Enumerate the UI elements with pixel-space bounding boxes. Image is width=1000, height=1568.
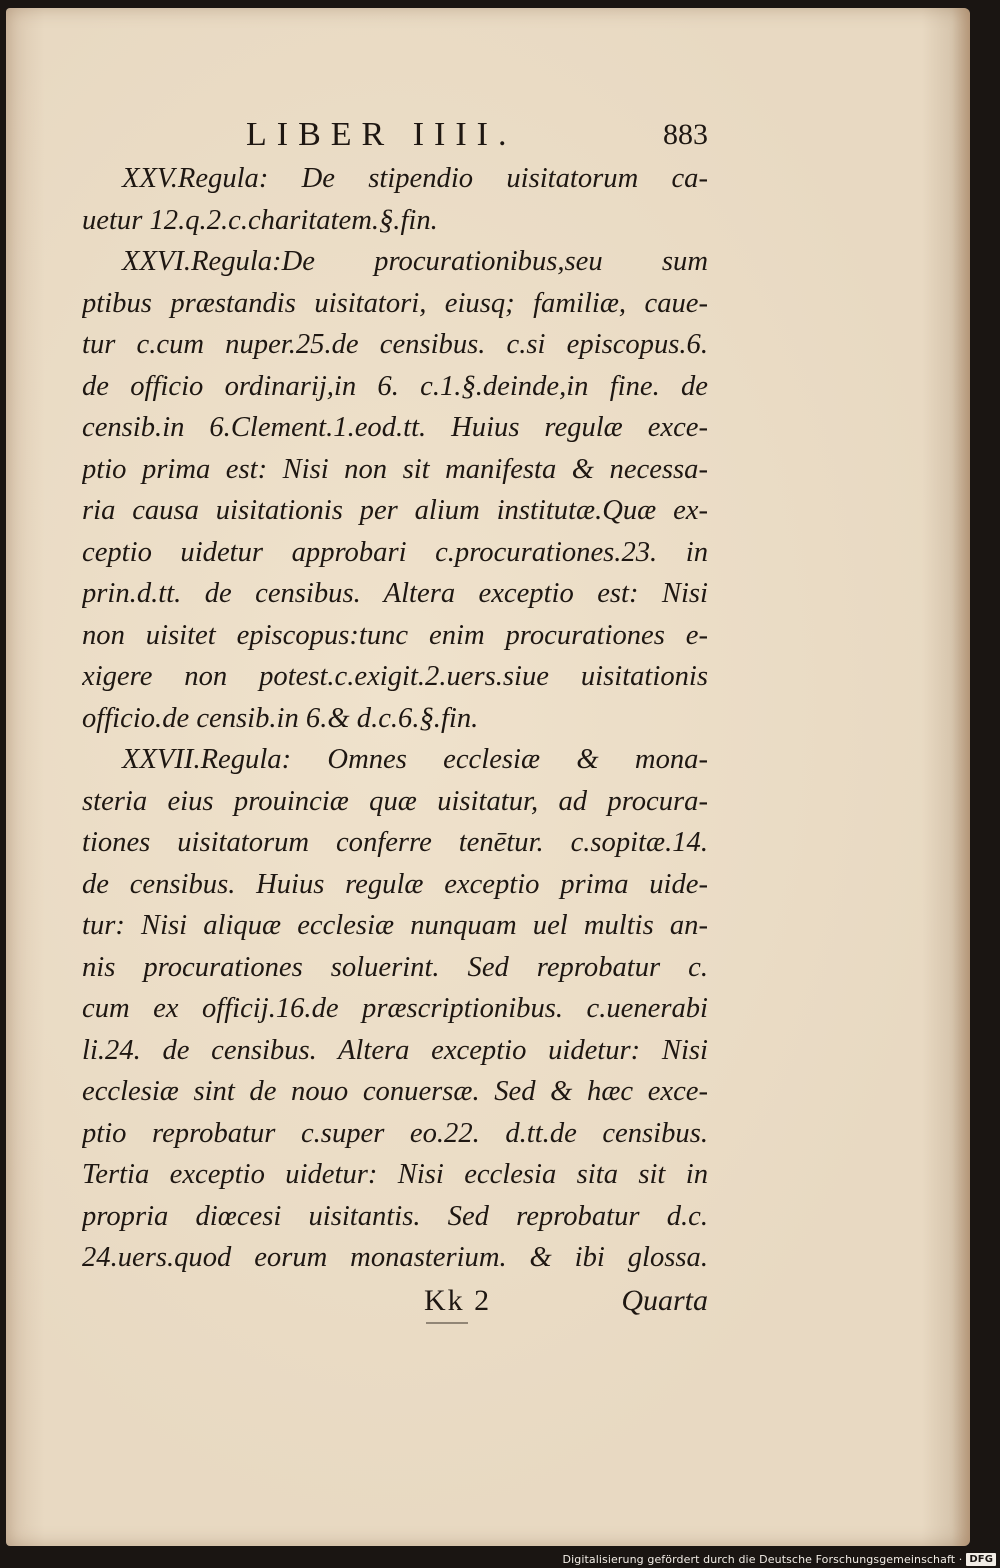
catchword: Quarta bbox=[621, 1284, 708, 1317]
text-line: censib.in 6.Clement.1.eod.tt. Huius regulæ exce- bbox=[82, 412, 708, 443]
text-line: ptio reprobatur c.super eo.22. d.tt.de censibus. bbox=[82, 1117, 708, 1149]
text-line: tur: Nisi aliquæ ecclesiæ nunquam uel multis an- bbox=[82, 910, 708, 941]
page-footer bbox=[82, 1284, 708, 1328]
text-line: 24.uers.quod eorum monasterium. & ibi glossa. bbox=[82, 1242, 708, 1273]
running-title: LIBER IIII. bbox=[246, 116, 517, 153]
text-line: Tertia exceptio uidetur: Nisi ecclesia sita sit in bbox=[82, 1159, 708, 1190]
dfg-logo: DFG bbox=[966, 1553, 996, 1566]
text-line: officio.de censib.in 6.& d.c.6.§.fin. bbox=[82, 702, 479, 734]
book-page bbox=[6, 8, 970, 1546]
credit-text: Digitalisierung gefördert durch die Deutsche Forschungsgemeinschaft · bbox=[562, 1552, 963, 1566]
text-line: li.24. de censibus. Altera exceptio uidetur: Nisi bbox=[82, 1034, 708, 1066]
text-line: nis procurationes soluerint. Sed reprobatur c. bbox=[82, 951, 708, 983]
signature-mark: Kk 2 bbox=[424, 1284, 492, 1317]
text-line: cum ex officij.16.de præscriptionibus. c.uenerabi bbox=[82, 993, 708, 1024]
text-line: tur c.cum nuper.25.de censibus. c.si episcopus.6. bbox=[82, 329, 708, 360]
page-edge-shadow bbox=[952, 8, 970, 1546]
text-line: de officio ordinarij,in 6. c.1.§.deinde,in fine. de bbox=[82, 370, 708, 402]
text-line: xigere non potest.c.exigit.2.uers.siue uisitationis bbox=[82, 661, 708, 692]
signature-underline bbox=[426, 1322, 468, 1324]
text-line: non uisitet episcopus:tunc enim procurationes e- bbox=[82, 619, 708, 651]
text-line: ptibus præstandis uisitatori, eiusq; familiæ, caue- bbox=[82, 287, 708, 319]
page-header bbox=[82, 116, 708, 160]
text-line: XXVI.Regula:De procurationibus,seu sum bbox=[122, 246, 708, 277]
text-line: ecclesiæ sint de nouo conuersæ. Sed & hæc exce- bbox=[82, 1076, 708, 1107]
text-line: ptio prima est: Nisi non sit manifesta & necessa- bbox=[82, 453, 708, 485]
text-line: steria eius prouinciæ quæ uisitatur, ad procura- bbox=[82, 785, 708, 817]
text-line: XXV.Regula: De stipendio uisitatorum ca- bbox=[122, 163, 708, 194]
text-line: ria causa uisitationis per alium institutæ.Quæ ex- bbox=[82, 495, 708, 526]
text-line: ceptio uidetur approbari c.procurationes.23. in bbox=[82, 536, 708, 568]
text-line: uetur 12.q.2.c.charitatem.§.fin. bbox=[82, 204, 438, 236]
page-number: 883 bbox=[663, 118, 708, 151]
body-text bbox=[82, 158, 708, 1279]
text-line: propria diœcesi uisitantis. Sed reprobatur d.c. bbox=[82, 1200, 708, 1232]
digitization-credit bbox=[563, 1553, 996, 1567]
text-line: prin.d.tt. de censibus. Altera exceptio est: Nisi bbox=[82, 578, 708, 609]
text-line: XXVII.Regula: Omnes ecclesiæ & mona- bbox=[122, 744, 708, 775]
text-line: tiones uisitatorum conferre tenētur. c.sopitæ.14. bbox=[82, 827, 708, 858]
text-line: de censibus. Huius regulæ exceptio prima uide- bbox=[82, 868, 708, 900]
